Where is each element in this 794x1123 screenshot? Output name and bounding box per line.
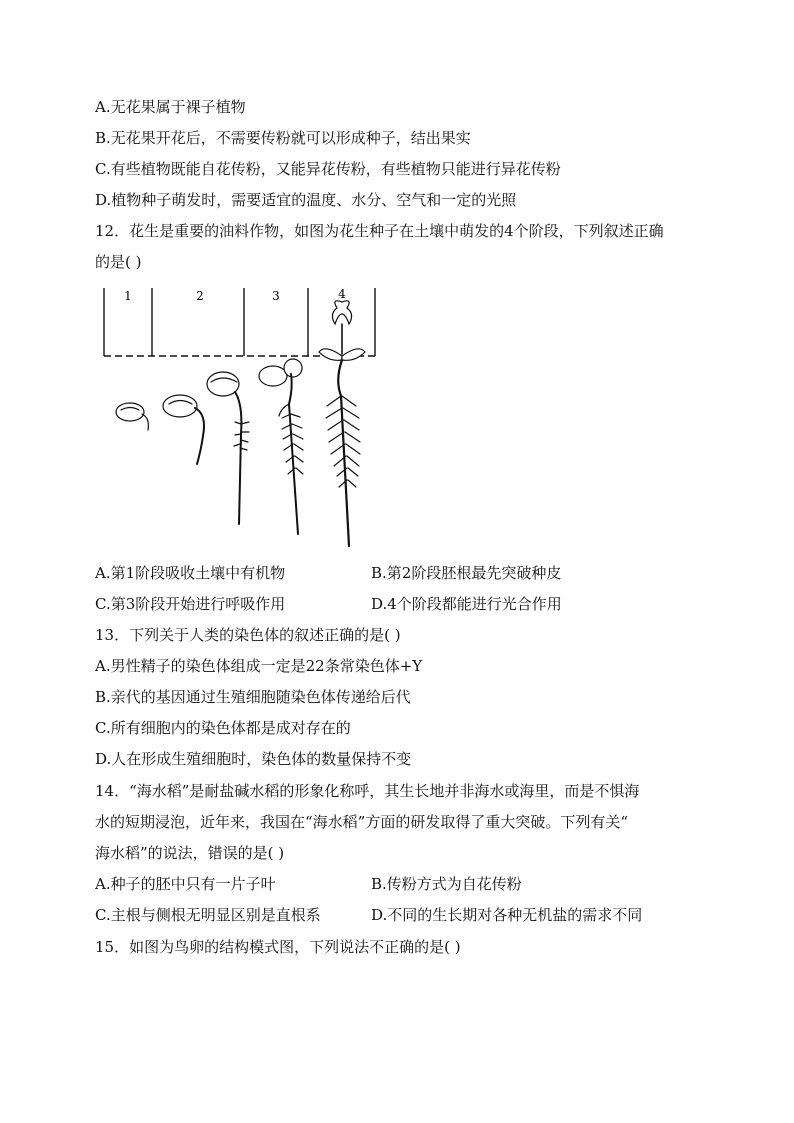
- q12-option-a: A.第1阶段吸收土壤中有机物: [95, 564, 286, 582]
- q14-option-d: D.不同的生长期对各种无机盐的需求不同: [371, 906, 643, 924]
- q12-option-c: C.第3阶段开始进行呼吸作用: [95, 595, 286, 613]
- q14-stem-line3: 海水稻”的说法，错误的是( ): [95, 844, 285, 862]
- q15-stem: 15．如图为鸟卵的结构模式图，下列说法不正确的是( ): [95, 938, 461, 956]
- peanut-germination-figure: [95, 284, 395, 554]
- q13-option-c: C.所有细胞内的染色体都是成对存在的: [95, 719, 351, 737]
- q11-option-a: A.无花果属于裸子植物: [95, 98, 246, 116]
- q12-option-d: D.4个阶段都能进行光合作用: [371, 595, 562, 613]
- q14-stem-line1: 14．“海水稻”是耐盐碱水稻的形象化称呼，其生长地并非海水或海里，而是不惧海: [95, 782, 640, 800]
- q14-stem-line2: 水的短期浸泡，近年来，我国在“海水稻”方面的研发取得了重大突破。下列有关“: [95, 813, 629, 831]
- q11-option-d: D.植物种子萌发时，需要适宜的温度、水分、空气和一定的光照: [95, 191, 517, 209]
- q11-option-b: B.无花果开花后，不需要传粉就可以形成种子，结出果实: [95, 129, 471, 147]
- seedling-stage-1: [116, 403, 148, 430]
- stage-label-3: 3: [272, 289, 280, 303]
- q14-option-a: A.种子的胚中只有一片子叶: [95, 875, 276, 893]
- q11-option-c: C.有些植物既能自花传粉，又能异花传粉，有些植物只能进行异花传粉: [95, 160, 561, 178]
- q13-option-a: A.男性精子的染色体组成一定是22条常染色体+Y: [95, 657, 423, 675]
- stage-label-1: 1: [124, 289, 132, 303]
- q14-option-c: C.主根与侧根无明显区别是直根系: [95, 906, 321, 924]
- stage-label-4: 4: [338, 287, 346, 301]
- q13-option-b: B.亲代的基因通过生殖细胞随染色体传递给后代: [95, 688, 411, 706]
- q12-stem-line2: 的是( ): [95, 253, 142, 271]
- seedling-stage-3: [207, 372, 249, 524]
- q12-stem-line1: 12．花生是重要的油料作物，如图为花生种子在土壤中萌发的4个阶段，下列叙述正确: [95, 222, 664, 240]
- q13-stem: 13．下列关于人类的染色体的叙述正确的是( ): [95, 626, 401, 644]
- q14-option-b: B.传粉方式为自花传粉: [371, 875, 522, 893]
- stage-label-2: 2: [196, 289, 204, 303]
- q12-option-b: B.第2阶段胚根最先突破种皮: [371, 564, 562, 582]
- q13-option-d: D.人在形成生殖细胞时，染色体的数量保持不变: [95, 750, 412, 768]
- seedling-stage-2: [163, 395, 204, 464]
- seedling-stage-4: [259, 359, 303, 534]
- seedling-stage-5: [319, 301, 365, 546]
